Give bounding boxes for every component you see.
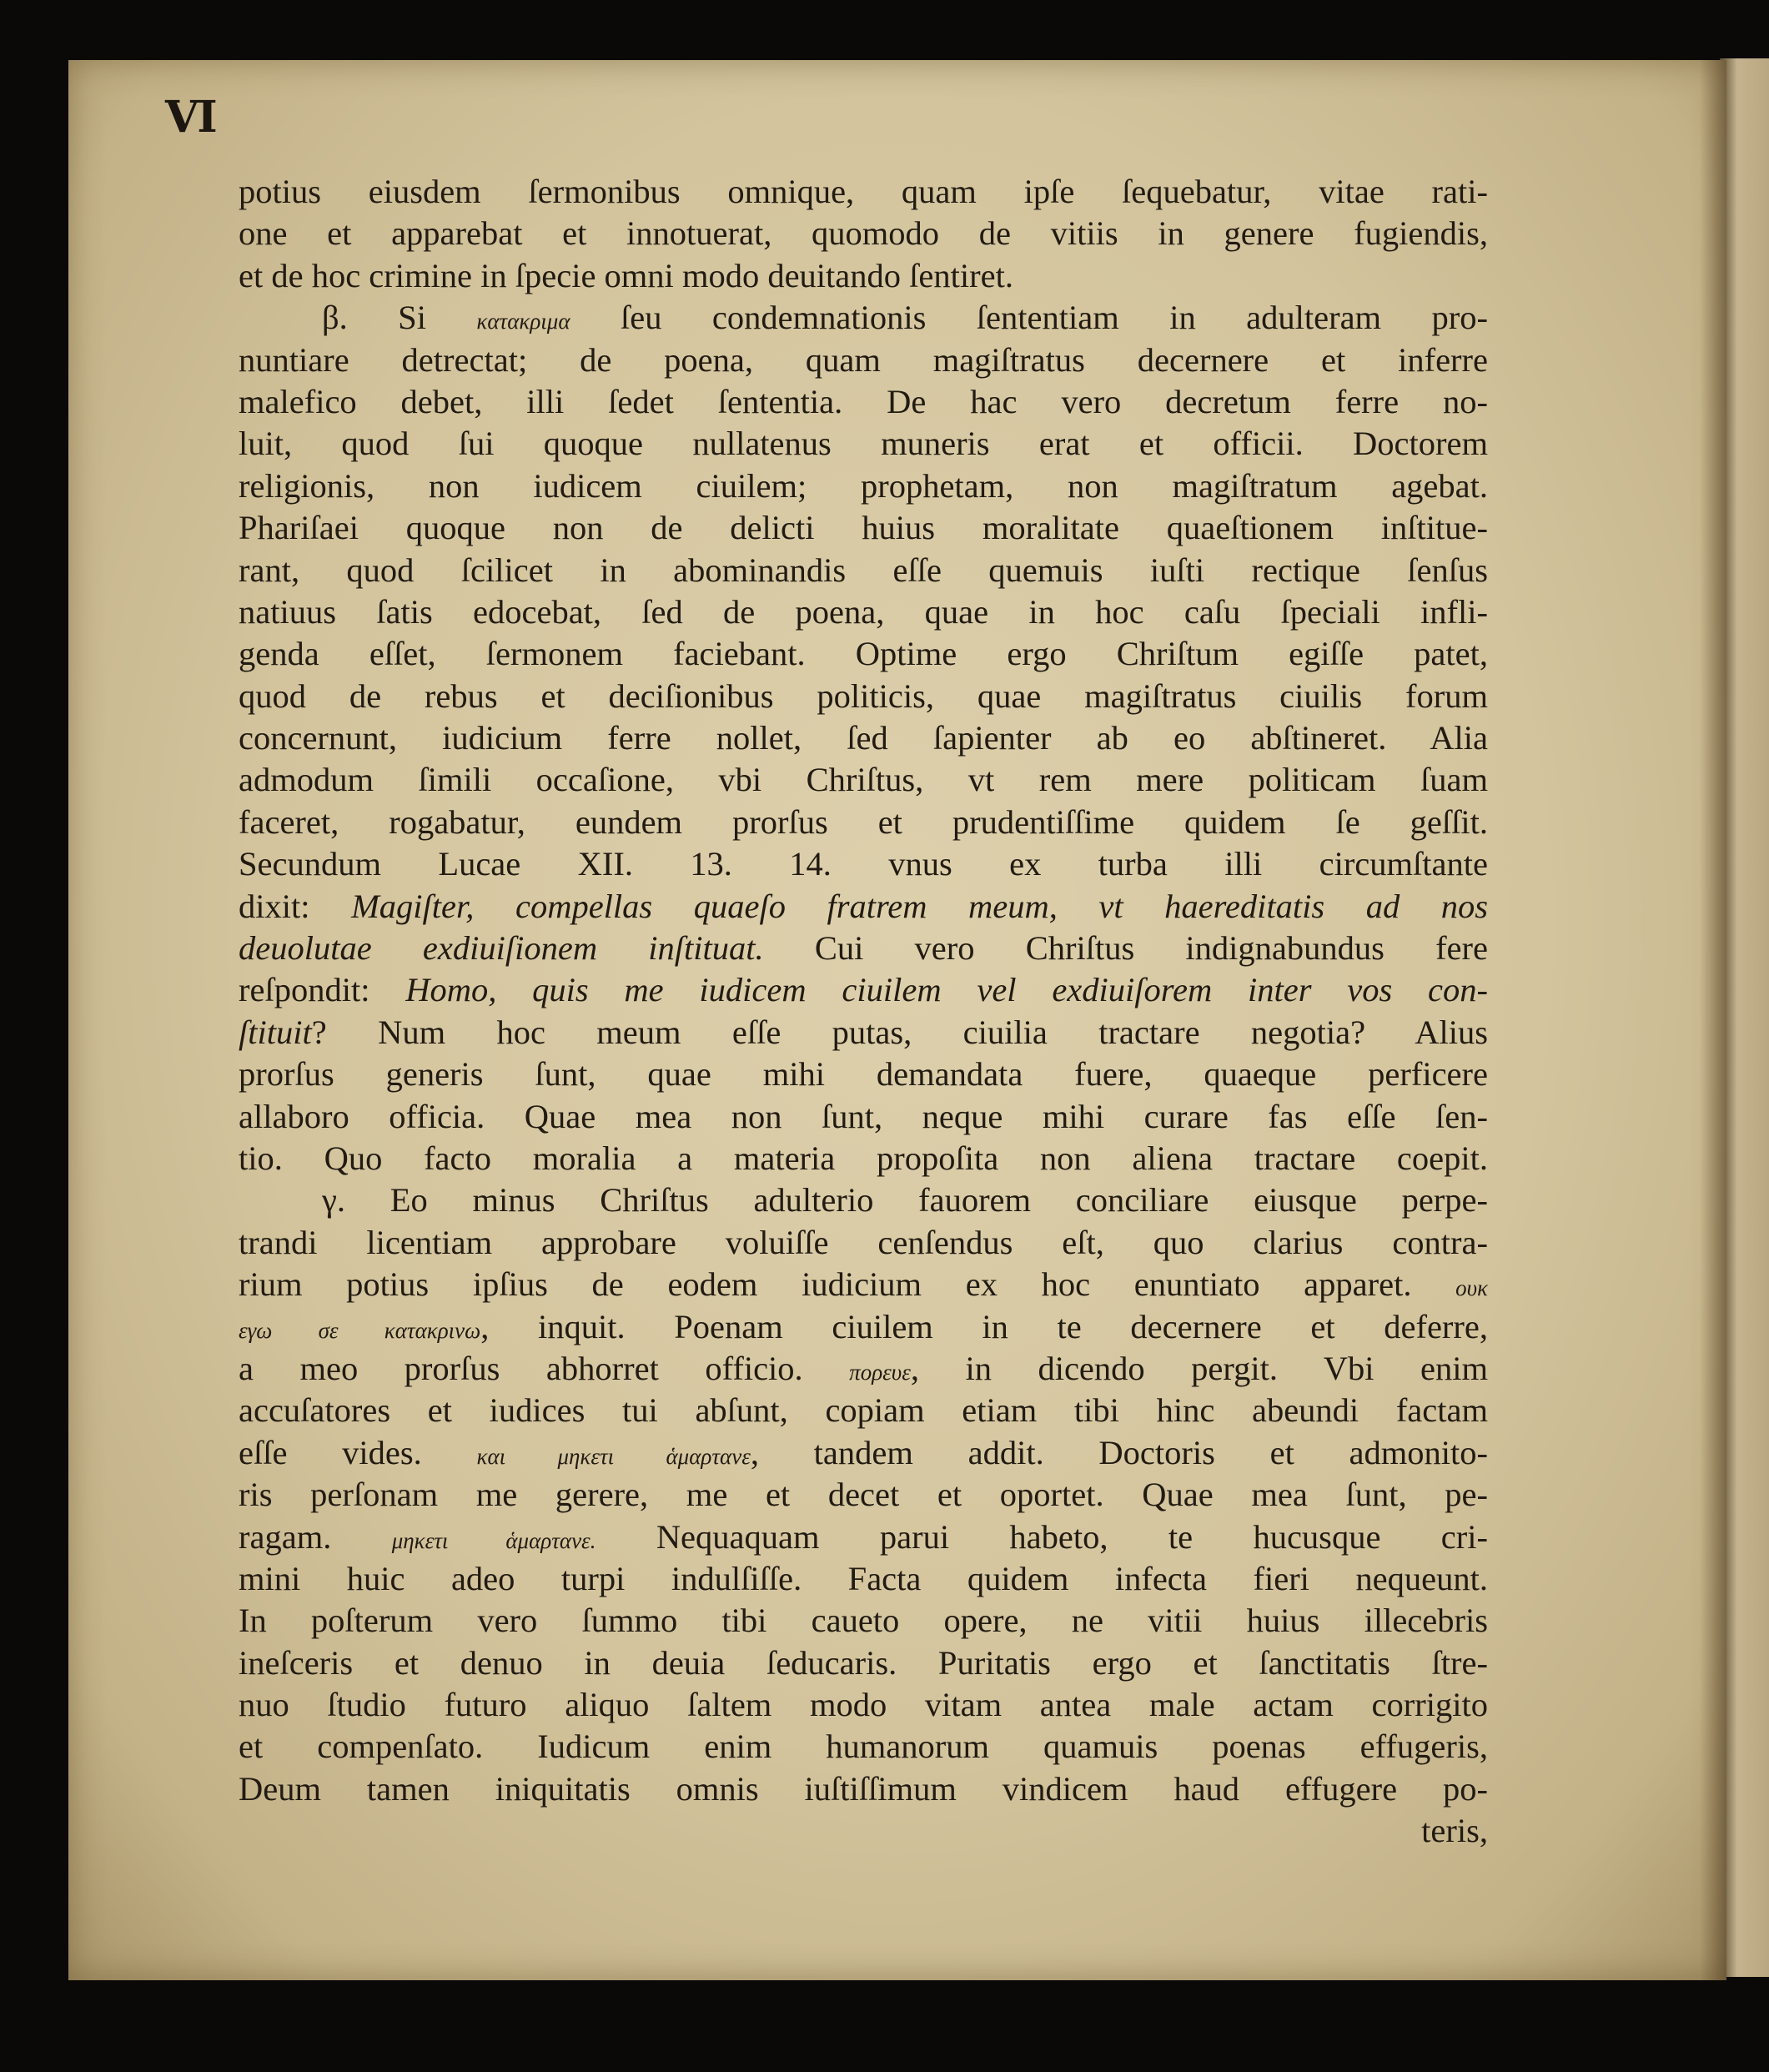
text-line (239, 1474, 1488, 1516)
text-line (239, 507, 1488, 549)
text-line (239, 1642, 1488, 1684)
text-segment: potius eiusdem ſermonibus omnique, quam ipſe ſequebatur, vitae rati- (239, 173, 1488, 210)
text-segment: dixit: (239, 887, 352, 925)
greek-phrase: και μηκετι ἁμαρτανε (476, 1443, 751, 1469)
greek-phrase: κατακριμα (476, 309, 570, 334)
text-line (239, 1810, 1488, 1852)
text-line (239, 1432, 1488, 1474)
page-number: VI (165, 92, 216, 143)
text-line (239, 591, 1488, 633)
text-segment: faceret, rogabatur, eundem prorſus et prudentiſſime quidem ſe geſſit. (239, 802, 1488, 841)
text-segment: admodum ſimili occaſione, vbi Chriſtus, vt rem mere politicam ſuam (239, 761, 1488, 799)
text-line (239, 1726, 1488, 1768)
text-segment: Phariſaei quoque non de delicti huius moralitate quaeſtionem inſtitue- (239, 509, 1488, 547)
text-line (239, 1684, 1488, 1726)
text-line (239, 1516, 1488, 1558)
text-segment: ineſceris et denuo in deuia ſeducaris. Puritatis ergo et ſanctitatis ſtre- (239, 1643, 1488, 1682)
text-line (239, 759, 1488, 801)
text-segment: , tandem addit. Doctoris et admonito- (750, 1433, 1489, 1471)
greek-phrase: πορευε (849, 1359, 911, 1385)
text-segment: quod de rebus et deciſionibus politicis, quae magiſtratus ciuilis forum (239, 676, 1488, 715)
text-segment: et compenſato. Iudicum enim humanorum quamuis poenas effugeris, (239, 1728, 1488, 1766)
text-segment: In poſterum vero ſummo tibi caueto opere, ne vitii huius illecebris (239, 1602, 1488, 1640)
text-line (239, 676, 1488, 717)
text-segment: rant, quod ſcilicet in abominandis eſſe quemuis iuſti rectique ſenſus (239, 551, 1488, 589)
text-segment: teris, (1421, 1812, 1488, 1850)
text-segment: nuo ſtudio futuro aliquo ſaltem modo vitam antea male actam corrigito (239, 1686, 1488, 1724)
text-line (239, 1558, 1488, 1600)
text-line (239, 633, 1488, 675)
text-line (239, 423, 1488, 465)
text-segment: γ. Eo minus Chriſtus adulterio fauorem conciliare eiusque perpe- (322, 1181, 1488, 1220)
text-line (239, 339, 1488, 381)
text-segment: luit, quod ſui quoque nullatenus muneris erat et officii. Doctorem (239, 425, 1488, 463)
text-line (239, 969, 1488, 1011)
greek-phrase: εγω σε κατακρινω (239, 1317, 481, 1343)
text-line (239, 1138, 1488, 1179)
text-segment: a meo prorſus abhorret officio. (239, 1349, 850, 1387)
text-line (239, 1054, 1488, 1095)
text-line (239, 171, 1488, 213)
text-segment: accuſatores et iudices tui abſunt, copiam etiam tibi hinc abeundi factam (239, 1391, 1488, 1430)
italic-quote: Magiſter, compellas quaeſo fratrem meum, vt haereditatis ad nos (351, 887, 1489, 925)
text-line (239, 1390, 1488, 1431)
text-segment: malefico debet, illi ſedet ſententia. De hac vero decretum ferre no- (239, 382, 1488, 420)
text-line (239, 1306, 1488, 1348)
text-line (239, 550, 1488, 591)
text-segment: Nequaquam parui habeto, te hucusque cri- (596, 1517, 1488, 1556)
text-line (239, 213, 1488, 254)
text-line (239, 1096, 1488, 1138)
italic-quote: Homo, quis me iudicem ciuilem vel exdiuiſorem inter vos con- (405, 971, 1488, 1009)
text-segment: one et apparebat et innotuerat, quomodo de vitiis in genere fugiendis, (239, 214, 1488, 253)
text-line (239, 297, 1488, 339)
text-segment: , in dicendo pergit. Vbi enim (910, 1349, 1488, 1387)
text-segment: religionis, non iudicem ciuilem; prophetam, non magiſtratum agebat. (239, 466, 1488, 505)
greek-phrase: μηκετι ἁμαρτανε. (391, 1527, 596, 1553)
facing-page-edge (1720, 58, 1769, 1977)
text-segment: natiuus ſatis edocebat, ſed de poena, quae in hoc caſu ſpeciali infli- (239, 592, 1488, 631)
text-segment: mini huic adeo turpi indulſiſſe. Facta quidem infecta fieri nequeunt. (239, 1559, 1488, 1597)
text-line (239, 1179, 1488, 1221)
page-gutter-shadow (1700, 60, 1726, 1980)
text-line (239, 1222, 1488, 1264)
text-segment: β. Si (322, 299, 477, 337)
text-line (239, 1348, 1488, 1390)
text-line (239, 381, 1488, 423)
text-line (239, 1600, 1488, 1642)
text-segment: allaboro officia. Quae mea non ſunt, neque mihi curare fas eſſe ſen- (239, 1097, 1488, 1135)
text-segment: reſpondit: (239, 971, 406, 1009)
text-line (239, 255, 1488, 297)
greek-phrase: ουκ (1455, 1275, 1488, 1301)
text-segment: Secundum Lucae XII. 13. 14. vnus ex turba illi circumſtante (239, 845, 1488, 883)
text-segment: concernunt, iudicium ferre nollet, ſed ſapienter ab eo abſtineret. Alia (239, 719, 1488, 757)
italic-quote: ſtituit (239, 1013, 312, 1051)
text-segment: prorſus generis ſunt, quae mihi demandata fuere, quaeque perficere (239, 1055, 1488, 1094)
text-segment: Cui vero Chriſtus indignabundus fere (763, 929, 1488, 968)
text-line (239, 717, 1488, 759)
text-line (239, 1768, 1488, 1810)
italic-quote: deuolutae exdiuiſionem inſtituat. (239, 929, 764, 968)
text-segment: rium potius ipſius de eodem iudicium ex hoc enuntiato apparet. (239, 1265, 1456, 1304)
text-segment: ? Num hoc meum eſſe putas, ciuilia tractare negotia? Alius (311, 1013, 1488, 1051)
text-segment: nuntiare detrectat; de poena, quam magiſtratus decernere et inferre (239, 340, 1488, 379)
text-line (239, 1264, 1488, 1305)
text-line (239, 802, 1488, 843)
text-segment: genda eſſet, ſermonem faciebant. Optime ergo Chriſtum egiſſe patet, (239, 635, 1488, 673)
text-segment: eſſe vides. (239, 1433, 477, 1471)
text-line (239, 886, 1488, 928)
text-segment: ſeu condemnationis ſententiam in adulteram pro- (570, 299, 1488, 337)
text-line (239, 1012, 1488, 1054)
text-line (239, 928, 1488, 969)
text-segment: et de hoc crimine in ſpecie omni modo deuitando ſentiret. (239, 256, 1013, 294)
text-segment: tio. Quo facto moralia a materia propoſita non aliena tractare coepit. (239, 1139, 1488, 1177)
text-segment: ragam. (239, 1517, 392, 1556)
text-line (239, 465, 1488, 507)
text-line (239, 843, 1488, 885)
text-segment: , inquit. Poenam ciuilem in te decernere et deferre, (480, 1307, 1488, 1345)
text-segment: ris perſonam me gerere, me et decet et oportet. Quae mea ſunt, pe- (239, 1476, 1488, 1514)
body-text (239, 171, 1488, 1853)
text-segment: trandi licentiam approbare voluiſſe cenſendus eſt, quo clarius contra- (239, 1223, 1488, 1261)
text-segment: Deum tamen iniquitatis omnis iuſtiſſimum vindicem haud effugere po- (239, 1769, 1488, 1808)
